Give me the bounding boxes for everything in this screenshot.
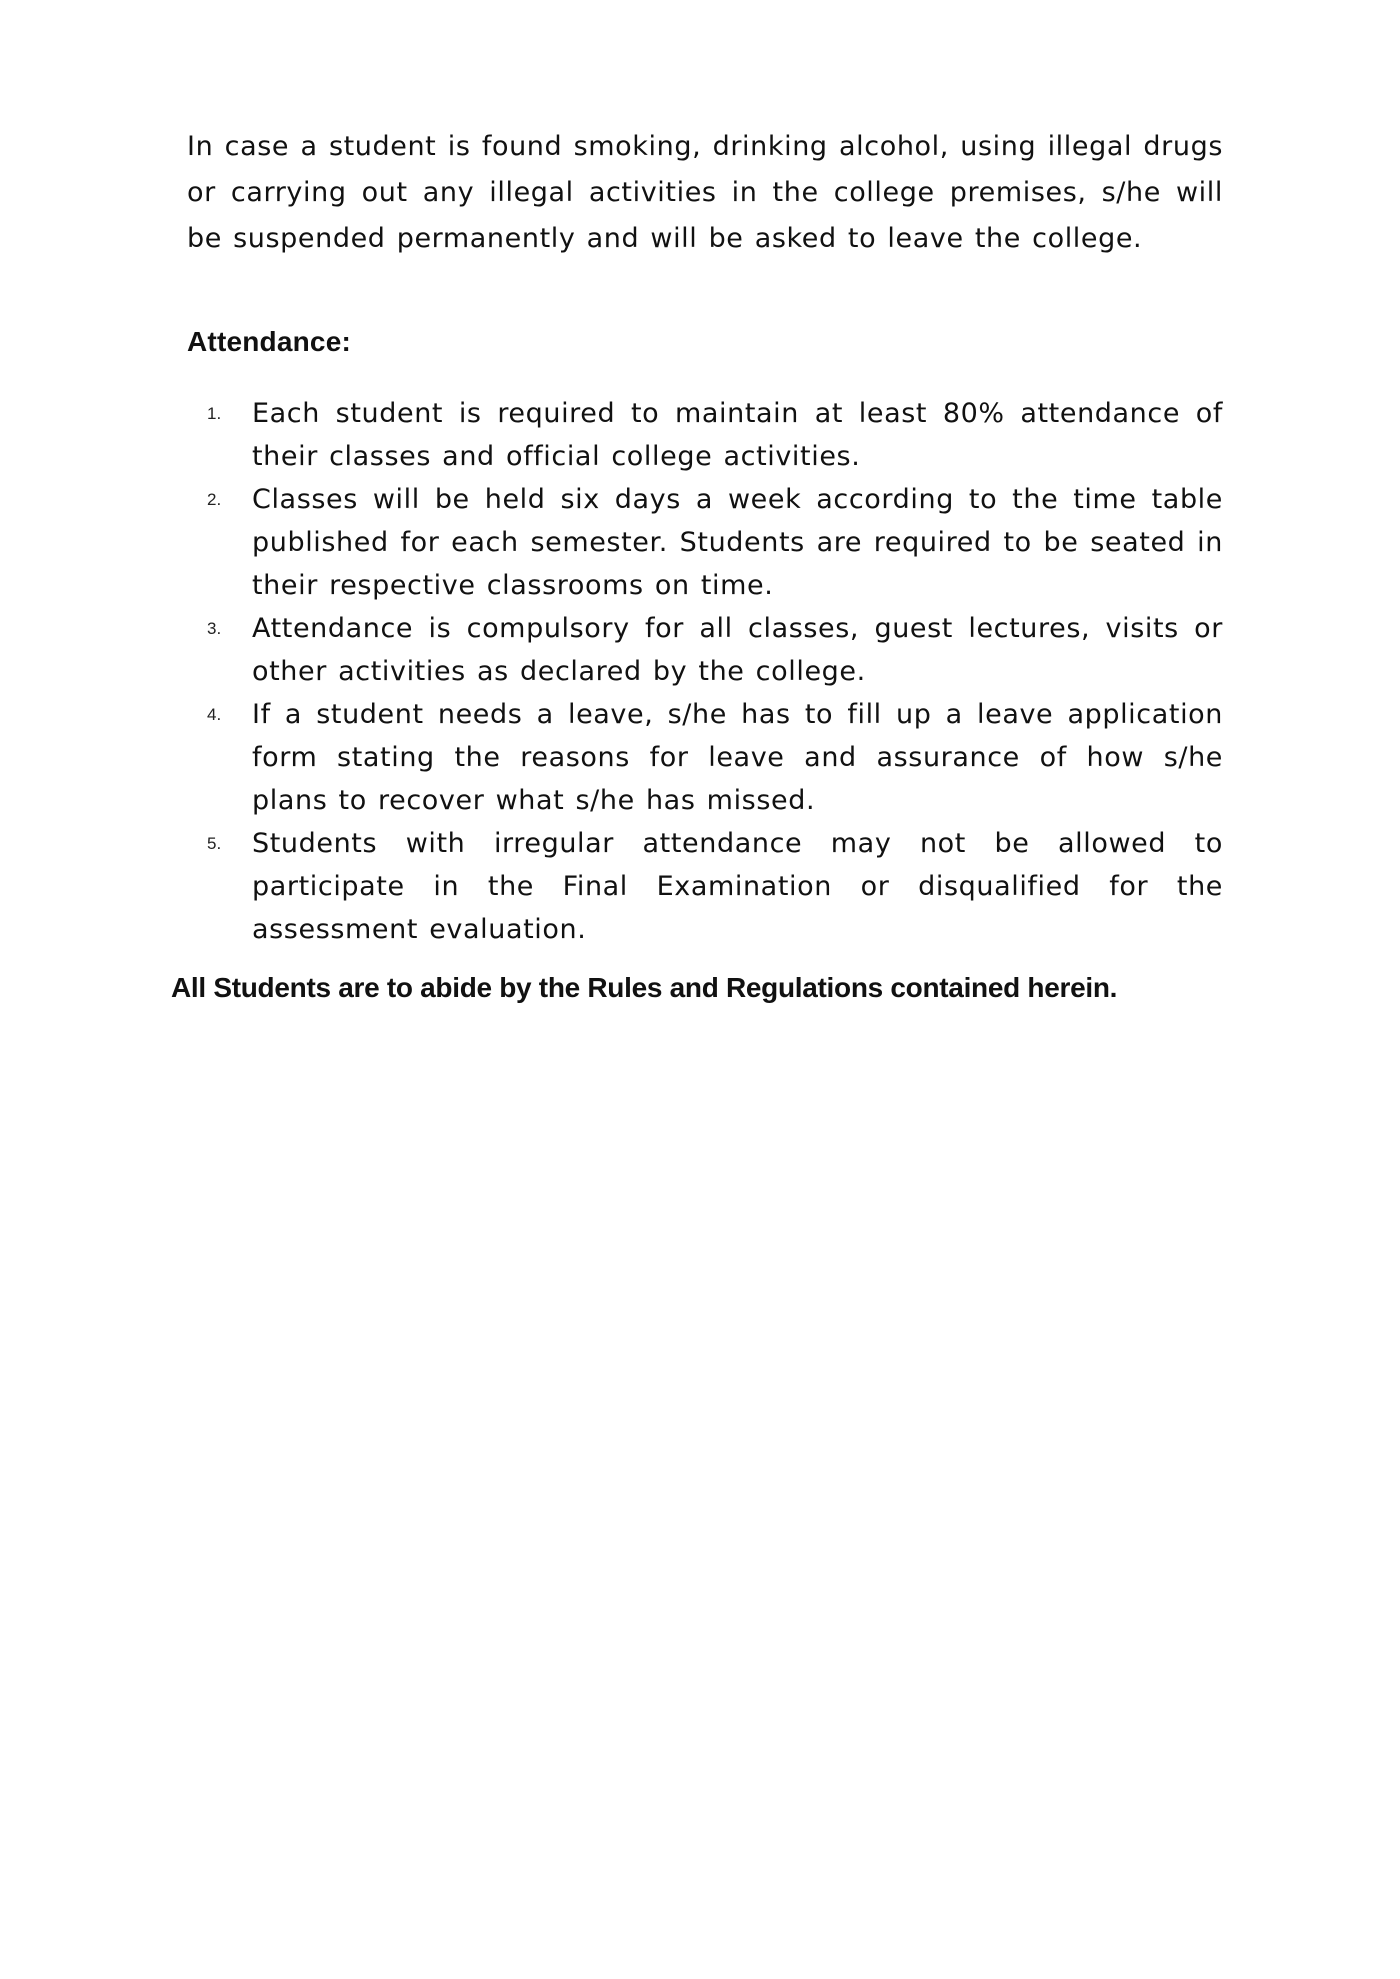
list-item-text: Each student is required to maintain at least 80% attendance of their classes and official college activities. <box>252 398 1223 472</box>
list-item-text: Students with irregular attendance may not be allowed to participate in the Final Examination or disqualified for the assessment evaluation. <box>252 828 1223 945</box>
closing-statement: All Students are to abide by the Rules and Regulations contained herein. <box>171 972 1118 1003</box>
list-item-number: 3. <box>207 619 222 638</box>
list-item <box>187 392 1223 478</box>
list-item-number: 4. <box>207 705 222 724</box>
attendance-rules-list <box>187 392 1223 951</box>
list-item <box>187 822 1223 951</box>
section-heading-attendance: Attendance: <box>187 326 351 357</box>
list-item-text: If a student needs a leave, s/he has to fill up a leave application form stating the reasons for leave and assurance of how s/he plans to recover what s/he has missed. <box>252 699 1223 816</box>
list-item <box>187 693 1223 822</box>
list-item <box>187 607 1223 693</box>
list-item-text: Classes will be held six days a week according to the time table published for each semester. Students are required to be seated in their respective classrooms on time. <box>252 484 1223 601</box>
list-item-number: 1. <box>207 404 222 423</box>
list-item <box>187 478 1223 607</box>
list-item-number: 2. <box>207 490 222 509</box>
list-item-number: 5. <box>207 834 222 853</box>
list-item-text: Attendance is compulsory for all classes, guest lectures, visits or other activities as declared by the college. <box>252 613 1223 687</box>
intro-paragraph: In case a student is found smoking, drinking alcohol, using illegal drugs or carrying out any illegal activities in the college premises, s/he will be suspended permanently and will be asked to leave the college. <box>187 131 1223 254</box>
